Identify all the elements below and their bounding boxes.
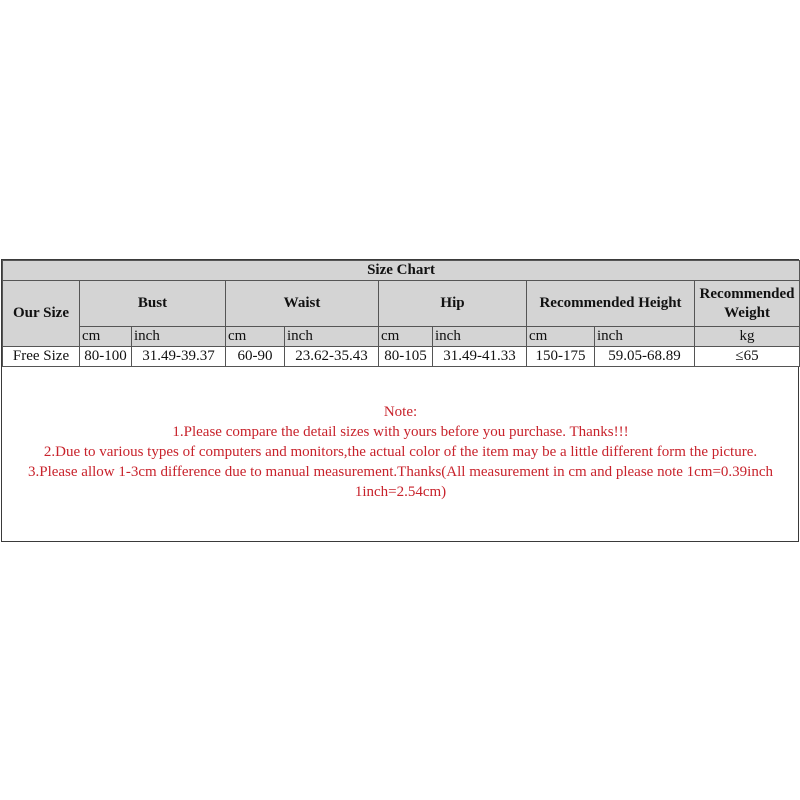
cell-height-cm: 150-175 (527, 347, 595, 367)
header-weight-line1: Recommended (699, 285, 795, 302)
unit-waist-inch: inch (285, 327, 379, 347)
header-recommended-weight (695, 281, 800, 327)
table-title: Size Chart (3, 261, 800, 281)
header-hip: Hip (379, 281, 527, 327)
cell-bust-cm: 80-100 (80, 347, 132, 367)
unit-hip-cm: cm (379, 327, 433, 347)
cell-bust-inch: 31.49-39.37 (132, 347, 226, 367)
size-chart-frame (1, 259, 799, 542)
note-line-3: 3.Please allow 1-3cm difference due to manual measurement.Thanks(All measurement in cm and please note 1cm=0.39inch (27, 464, 774, 480)
note-heading: Note: (383, 404, 418, 420)
unit-waist-cm: cm (226, 327, 285, 347)
cell-hip-inch: 31.49-41.33 (433, 347, 527, 367)
header-waist: Waist (226, 281, 379, 327)
header-recommended-height: Recommended Height (527, 281, 695, 327)
unit-height-cm: cm (527, 327, 595, 347)
cell-hip-cm: 80-105 (379, 347, 433, 367)
table-row (3, 347, 800, 367)
unit-height-inch: inch (595, 327, 695, 347)
unit-hip-inch: inch (433, 327, 527, 347)
note-line-2: 2.Due to various types of computers and monitors,the actual color of the item may be a little different form the picture. (43, 444, 758, 460)
cell-waist-cm: 60-90 (226, 347, 285, 367)
note-line-4: 1inch=2.54cm) (354, 484, 447, 500)
unit-bust-inch: inch (132, 327, 226, 347)
cell-weight-kg: ≤65 (695, 347, 800, 367)
header-our-size: Our Size (3, 281, 80, 347)
cell-height-inch: 59.05-68.89 (595, 347, 695, 367)
note-line-1: 1.Please compare the detail sizes with yours before you purchase. Thanks!!! (172, 424, 629, 440)
unit-bust-cm: cm (80, 327, 132, 347)
header-bust: Bust (80, 281, 226, 327)
cell-waist-inch: 23.62-35.43 (285, 347, 379, 367)
size-chart-table (2, 260, 800, 367)
unit-weight-kg: kg (695, 327, 800, 347)
cell-size: Free Size (3, 347, 80, 367)
header-weight-line2: Weight (724, 304, 770, 321)
note-block (2, 402, 799, 502)
